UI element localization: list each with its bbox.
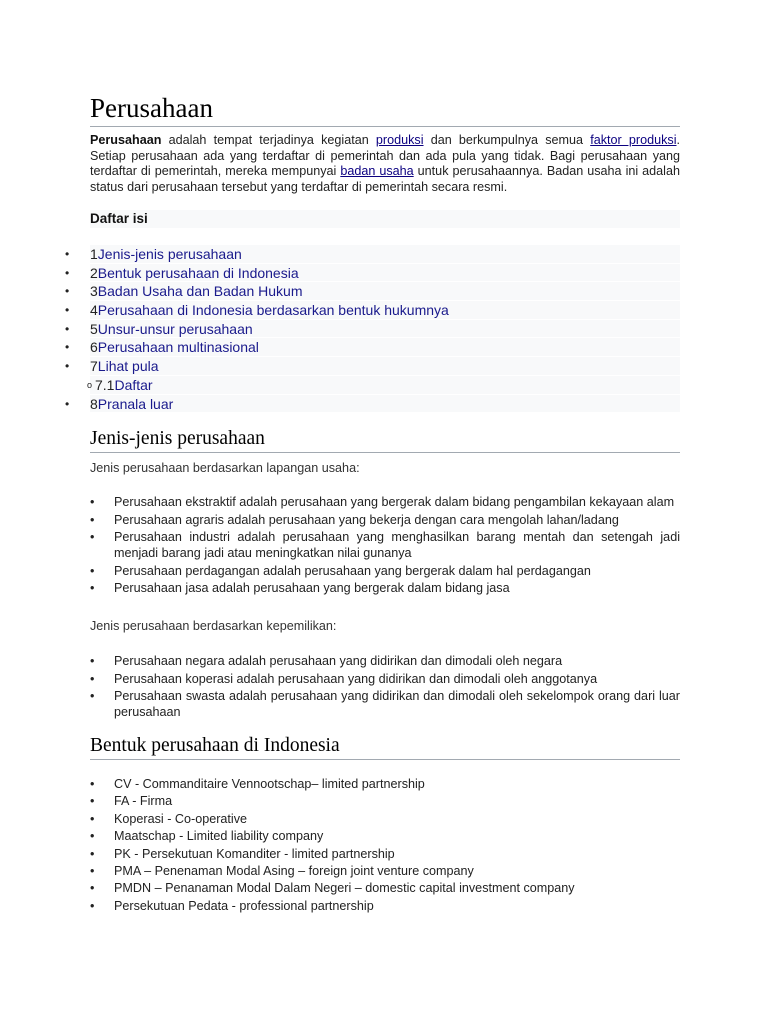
- list-item: • Perusahaan jasa adalah perusahaan yang bergerak dalam bidang jasa: [90, 581, 510, 595]
- bullet-icon: •: [90, 581, 95, 595]
- toc-number: 7: [90, 358, 98, 375]
- bullet-icon: •: [65, 284, 70, 299]
- list-item: • Koperasi - Co-operative: [90, 811, 680, 828]
- bullet-icon: •: [90, 829, 95, 844]
- intro-text-3: . Setiap perusahaan ada yang terdaftar di pemerintah dan ada pula yang tidak. Bagi perusahaan yang terdaftar di pemerintah, mereka mempunyai: [90, 133, 680, 178]
- bullet-icon: •: [90, 495, 95, 509]
- toc-link[interactable]: Badan Usaha dan Badan Hukum: [97, 283, 303, 300]
- toc-item[interactable]: [65, 264, 680, 283]
- toc-item[interactable]: [65, 245, 680, 264]
- list-item: • Perusahaan negara adalah perusahaan yang didirikan dan dimodali oleh negara: [90, 654, 563, 668]
- link-badan-usaha[interactable]: badan usaha: [340, 164, 414, 178]
- toc-item[interactable]: [65, 357, 680, 376]
- list-item: • PMA – Penenaman Modal Asing – foreign joint venture company: [90, 863, 680, 880]
- section-heading-bentuk: Bentuk perusahaan di Indonesia: [90, 734, 680, 760]
- bullet-icon: •: [90, 654, 95, 668]
- toc-item[interactable]: [65, 282, 680, 301]
- list-item: • Perusahaan koperasi adalah perusahaan yang didirikan dan dimodali oleh anggotanya: [90, 671, 598, 686]
- intro-text-1: adalah tempat terjadinya kegiatan: [161, 133, 376, 147]
- bullet-icon: •: [90, 563, 95, 578]
- intro-text-2: dan berkumpulnya semua: [423, 133, 591, 147]
- toc-number: 5: [90, 320, 98, 337]
- toc-link[interactable]: Pranala luar: [97, 395, 174, 412]
- toc-link[interactable]: Daftar: [114, 376, 153, 393]
- bullet-icon: •: [65, 303, 70, 318]
- toc-title: Daftar isi: [90, 210, 680, 228]
- list-item: • PK - Persekutuan Komanditer - limited partnership: [90, 846, 680, 863]
- toc-item[interactable]: [65, 395, 680, 414]
- toc-number: 1: [90, 246, 98, 262]
- toc-number: 2: [90, 264, 98, 281]
- list-item: • Perusahaan ekstraktif adalah perusahaan yang bergerak dalam bidang pengambilan kekayaan alam: [90, 495, 675, 509]
- toc-link[interactable]: Bentuk perusahaan di Indonesia: [97, 264, 299, 281]
- bullet-icon: •: [90, 794, 95, 809]
- list-item: • Perusahaan industri adalah perusahaan yang menghasilkan barang mentah dan setengah jadi menjadi barang jadi atau meningkatkan nilai gunanya: [90, 530, 680, 560]
- bullet-icon: •: [65, 359, 70, 374]
- table-of-contents: [65, 245, 680, 413]
- bullet-icon: •: [90, 846, 95, 861]
- toc-item[interactable]: [65, 338, 680, 357]
- bullet-icon: •: [90, 881, 95, 896]
- bullet-icon: •: [65, 396, 70, 411]
- bullet-icon: •: [90, 811, 95, 826]
- bullet-icon: •: [90, 898, 95, 913]
- list-item: • PMDN – Penanaman Modal Dalam Negeri – domestic capital investment company: [90, 880, 680, 897]
- bullet-icon: •: [90, 512, 95, 527]
- lead-kepemilikan: Jenis perusahaan berdasarkan kepemilikan:: [90, 619, 337, 633]
- bullet-icon: •: [90, 530, 95, 544]
- toc-number: 4: [90, 302, 98, 319]
- toc-number: 7.1: [95, 376, 115, 393]
- lead-lapangan-usaha: Jenis perusahaan berdasarkan lapangan usaha:: [90, 461, 360, 475]
- bullet-icon: •: [65, 340, 70, 355]
- toc-link[interactable]: Jenis-jenis perusahaan: [97, 246, 242, 262]
- list-item: • Perusahaan perdagangan adalah perusahaan yang bergerak dalam hal perdagangan: [90, 563, 591, 578]
- bullet-icon: •: [65, 265, 70, 280]
- toc-number: 6: [90, 339, 98, 356]
- toc-link[interactable]: Perusahaan di Indonesia berdasarkan bentuk hukumnya: [97, 302, 449, 319]
- section-heading-jenis: Jenis-jenis perusahaan: [90, 427, 680, 453]
- intro-bold-term: Perusahaan: [90, 133, 162, 147]
- bullet-icon: •: [90, 671, 95, 686]
- list-item: • Persekutuan Pedata - professional partnership: [90, 898, 680, 915]
- bullet-icon: •: [65, 321, 70, 336]
- list-lapangan-usaha: [90, 494, 680, 598]
- link-faktor-produksi[interactable]: faktor produksi: [590, 133, 677, 147]
- toc-subitem[interactable]: [65, 376, 680, 395]
- toc-link[interactable]: Unsur-unsur perusahaan: [97, 320, 253, 337]
- bullet-icon: •: [90, 689, 95, 703]
- toc-item[interactable]: [65, 301, 680, 320]
- toc-link[interactable]: Lihat pula: [97, 358, 159, 375]
- list-item: • Perusahaan swasta adalah perusahaan yang didirikan dan dimodali oleh sekelompok orang dari luar perusahaan: [90, 689, 680, 719]
- circle-bullet-icon: o: [87, 379, 93, 390]
- toc-number: 3: [90, 283, 98, 300]
- list-bentuk-perusahaan: [90, 776, 680, 915]
- intro-text-4: untuk perusahaannya. Badan usaha ini adalah status dari perusahaan tersebut yang terdaftar di pemerintah secara resmi.: [90, 164, 680, 194]
- list-item: • CV - Commanditaire Vennootschap– limited partnership: [90, 776, 680, 793]
- toc-item[interactable]: [65, 320, 680, 339]
- page-title: Perusahaan: [90, 92, 680, 127]
- toc-number: 8: [90, 395, 98, 412]
- link-produksi[interactable]: produksi: [375, 133, 424, 147]
- bullet-icon: •: [90, 864, 95, 879]
- intro-paragraph: [90, 133, 680, 195]
- list-item: • Perusahaan agraris adalah perusahaan yang bekerja dengan cara mengolah lahan/ladang: [90, 512, 619, 527]
- bullet-icon: •: [65, 247, 70, 261]
- bullet-icon: •: [90, 777, 95, 791]
- list-item: • Maatschap - Limited liability company: [90, 828, 680, 845]
- toc-link[interactable]: Perusahaan multinasional: [97, 339, 259, 356]
- list-kepemilikan: [90, 653, 680, 722]
- list-item: • FA - Firma: [90, 793, 680, 810]
